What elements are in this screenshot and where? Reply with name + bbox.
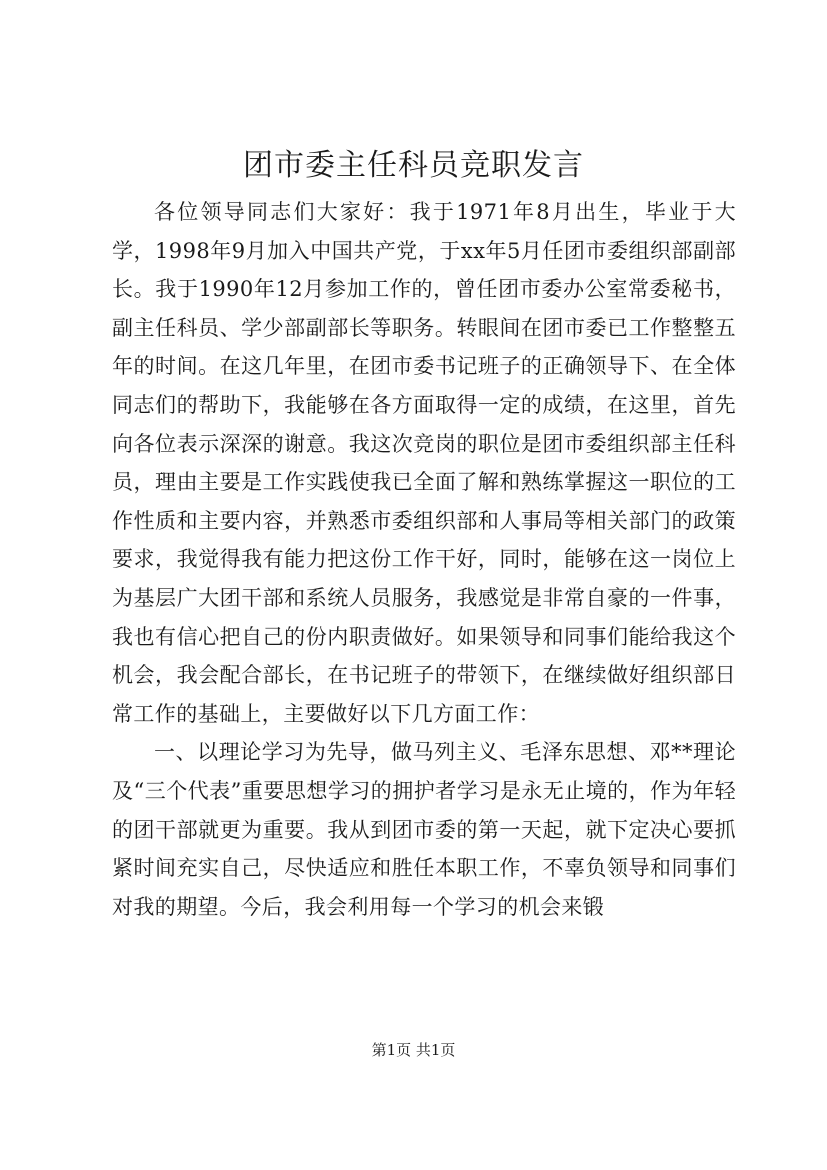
paragraph-intro: 各位领导同志们大家好：我于1971年8月出生，毕业于大学，1998年9月加入中国共产党，于xx年5月任团市委组织部副部长。我于1990年12月参加工作的，曾任团市委办公室常委秘书，副主任科员、学少部副部长等职务。转眼间在团市委已工作整整五年的时间。在这几年里，在团市委书记班子的正确领导下、在全体同志们的帮助下，我能够在各方面取得一定的成绩，在这里，首先向各位表示深深的谢意。我这次竞岗的职位是团市委组织部主任科员，理由主要是工作实践使我已全面了解和熟练掌握这一职位的工作性质和主要内容，并熟悉市委组织部和人事局等相关部门的政策要求，我觉得我有能力把这份工作干好，同时，能够在这一岗位上为基层广大团干部和系统人员服务，我感觉是非常自豪的一件事，我也有信心把自己的份内职责做好。如果领导和同事们能给我这个机会，我会配合部长，在书记班子的带领下，在继续做好组织部日常工作的基础上，主要做好以下几方面工作：	[112, 200, 736, 726]
document-title: 团市委主任科员竞职发言	[243, 148, 584, 183]
page-number: 第1页 共1页	[371, 1041, 456, 1059]
document-body	[112, 193, 736, 926]
paragraph-point-one: 一、以理论学习为先导，做马列主义、毛泽东思想、邓**理论及“三个代表”重要思想学习的拥护者学习是永无止境的，作为年轻的团干部就更为重要。我从到团市委的第一天起，就下定决心要抓紧时间充实自己，尽快适应和胜任本职工作，不辜负领导和同事们对我的期望。今后，我会利用每一个学习的机会来锻	[112, 740, 736, 919]
